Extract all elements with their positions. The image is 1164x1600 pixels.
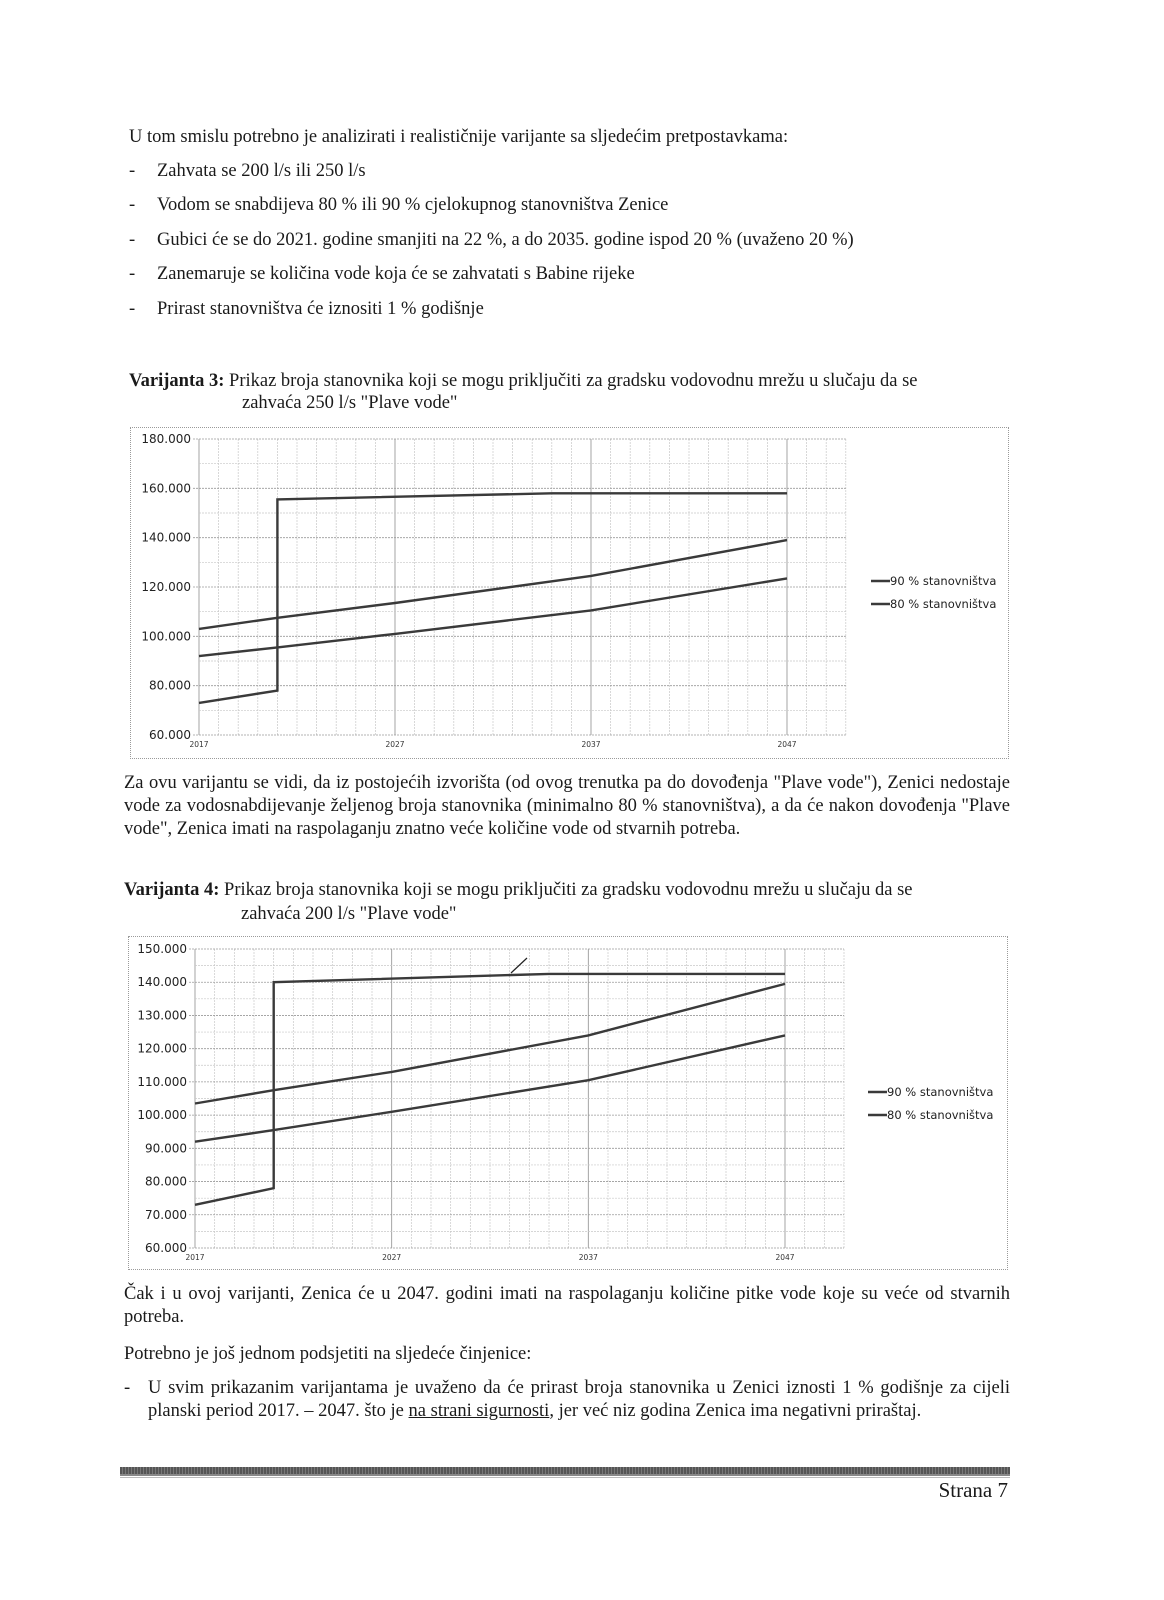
- y-axis-labels: [137, 942, 187, 1255]
- y-tick-label: 120.000: [141, 580, 191, 594]
- legend-label: 90 % stanovništva: [887, 1085, 994, 1099]
- chart-variant3: [130, 427, 1009, 759]
- chart-variant3-plot: [131, 428, 1008, 758]
- variant3-label: Varijanta 3:: [129, 371, 225, 391]
- x-tick-label: 2017: [189, 740, 209, 749]
- y-tick-label: 140.000: [141, 530, 191, 545]
- x-tick-label: 2047: [775, 1253, 795, 1262]
- underlined-phrase: na strani sigurnosti: [408, 1401, 550, 1421]
- y-tick-label: 160.000: [141, 481, 191, 496]
- variant4-label: Varijanta 4:: [124, 880, 220, 900]
- x-tick-label: 2047: [777, 740, 797, 749]
- variant4-caption-line2: zahvaća 200 l/s "Plave vode": [241, 904, 457, 924]
- variant3-caption: Varijanta 3: Prikaz broja stanovnika koji se mogu priključiti za gradsku vodovodnu mrežu u slučaju da se: [129, 371, 918, 391]
- y-tick-label: 60.000: [145, 1241, 187, 1255]
- x-axis-labels: [189, 740, 796, 749]
- y-tick-label: 130.000: [137, 1008, 187, 1023]
- y-tick-label: 120.000: [137, 1041, 187, 1056]
- y-tick-label: 140.000: [137, 975, 187, 990]
- legend-label: 80 % stanovništva: [890, 597, 997, 611]
- y-tick-label: 80.000: [145, 1174, 187, 1189]
- x-tick-label: 2027: [382, 1253, 402, 1262]
- x-tick-label: 2037: [581, 740, 601, 749]
- y-tick-label: 70.000: [145, 1207, 187, 1222]
- y-axis-labels: [141, 432, 191, 742]
- y-tick-label: 110.000: [137, 1074, 187, 1089]
- legend-label: 90 % stanovništva: [890, 574, 997, 588]
- y-tick-label: 100.000: [137, 1108, 187, 1123]
- page-number: Strana 7: [938, 1478, 1008, 1502]
- x-axis-labels: [185, 1253, 794, 1262]
- y-tick-label: 80.000: [149, 678, 191, 693]
- variant4-commentary: Čak i u ovoj varijanti, Zenica će u 2047. godini imati na raspolaganju količine pitke vode koje su veće od stvarnih potreba.: [124, 1284, 1010, 1327]
- variant4-caption: Varijanta 4: Prikaz broja stanovnika koji se mogu priključiti za gradsku vodovodnu mrežu u slučaju da se: [124, 880, 913, 900]
- footer-rule-thin: [120, 1477, 1010, 1478]
- reminder-lead: Potrebno je još jednom podsjetiti na sljedeće činjenice:: [124, 1344, 532, 1364]
- list-item: - Zanemaruje se količina vode koja će se zahvatati s Babine rijeke: [129, 264, 635, 284]
- x-tick-label: 2027: [385, 740, 405, 749]
- intro-lead: U tom smislu potrebno je analizirati i realističnije varijante sa sljedećim pretpostavkama:: [129, 127, 789, 147]
- variant3-commentary: Za ovu varijantu se vidi, da iz postojećih izvorišta (od ovog trenutka pa do dovođenja "Plave vode"), Zenici nedostaje vode za vodosnabdijevanje željenog broja stanovnika (minimalno 80 % stanovništva), a da će nakon dovođenja "Plave vode", Zenica imati na raspolaganju znatno veće količine vode od stvarnih potreba.: [124, 773, 1010, 839]
- list-item: - Vodom se snabdijeva 80 % ili 90 % cjelokupnog stanovništva Zenice: [129, 195, 669, 215]
- y-tick-label: 100.000: [141, 629, 191, 644]
- legend-label: 80 % stanovništva: [887, 1108, 994, 1122]
- y-tick-label: 180.000: [141, 432, 191, 446]
- x-tick-label: 2017: [185, 1253, 205, 1262]
- chart-variant4-plot: [129, 937, 1007, 1269]
- list-item: - Prirast stanovništva će iznositi 1 % godišnje: [129, 299, 484, 319]
- y-tick-label: 60.000: [149, 728, 191, 742]
- variant3-caption-line2: zahvaća 250 l/s "Plave vode": [242, 393, 458, 413]
- chart-variant4: [128, 936, 1008, 1270]
- chart-legend: [871, 574, 996, 611]
- chart-legend: [868, 1085, 993, 1122]
- chart-series: [195, 974, 785, 1205]
- list-item: - Gubici će se do 2021. godine smanjiti na 22 %, a do 2035. godine ispod 20 % (uvaženo 20 %): [129, 230, 854, 250]
- x-tick-label: 2037: [578, 1253, 598, 1262]
- footer-rule: [120, 1467, 1010, 1476]
- list-item: - Zahvata se 200 l/s ili 250 l/s: [129, 161, 366, 181]
- y-tick-label: 150.000: [137, 942, 187, 956]
- y-tick-label: 90.000: [145, 1141, 187, 1156]
